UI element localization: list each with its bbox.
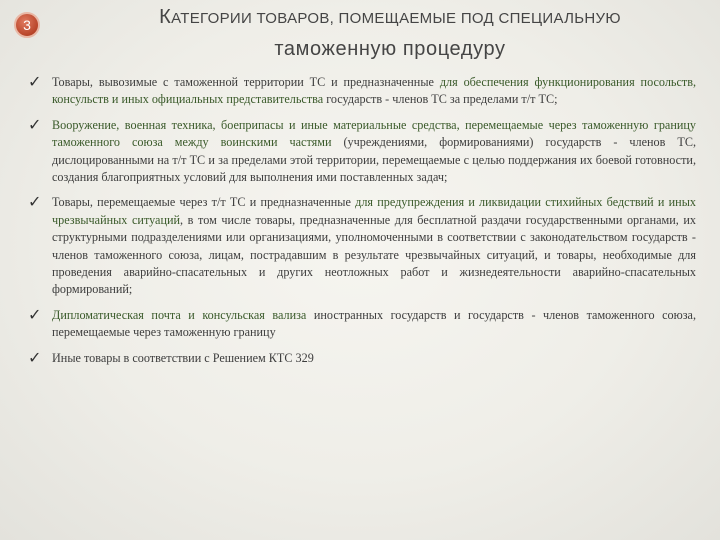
checkmark-icon: ✓: [28, 114, 42, 134]
item-text: (учреждениями, формированиями) государств - членов ТС, дислоцированными на т/т ТС и за пределами этой территории, перемещаемые с целью поддержания их боевой готовности, создания благоприятных условий для выполнения ими поставленных задач;: [52, 135, 696, 185]
highlighted-text: для предупреждения и ликвидации стихийных бедствий и иных чрезвычайных ситуаций: [52, 195, 696, 227]
list-item: [28, 347, 696, 367]
item-text: , в том числе товары, предназначенные для бесплатной раздачи государственными органами, их структурными подразделениями или организациями, уполномоченными в соответствии с законодательством государств - членов таможенного союза, лицам, пострадавшим в результате чрезвычайных ситуаций, и товары, необходимые для проведения аварийно-спасательных и других неотложных работ и жизнедеятельности аварийно-спасательных формирований;: [52, 212, 696, 297]
item-text: государств - членов ТС за пределами т/т ТС;: [323, 92, 558, 107]
title-line-1: [80, 6, 700, 30]
slide-title: [80, 6, 700, 61]
list-item: [28, 114, 696, 187]
checkmark-icon: ✓: [28, 192, 42, 212]
item-text: Товары, перемещаемые через т/т ТС и предназначенные: [52, 195, 356, 210]
bullet-list: [28, 74, 696, 375]
list-item: [28, 74, 696, 109]
title-line-2: таможенную процедуру: [274, 38, 506, 60]
checkmark-icon: ✓: [28, 347, 42, 367]
highlighted-text: Дипломатическая почта и консульская вализа: [52, 307, 307, 322]
list-item: [28, 304, 696, 342]
title-initial: К: [159, 6, 172, 28]
checkmark-icon: ✓: [28, 72, 42, 91]
slide-number: 3: [23, 17, 31, 33]
slide-number-badge: [14, 12, 40, 38]
list-item: [28, 194, 696, 298]
item-text: Товары, вывозимые с таможенной территории ТС и предназначенные: [52, 75, 440, 89]
item-text: иностранных государств и государств - членов таможенного союза, перемещаемые через таможенную границу: [52, 307, 696, 340]
highlighted-text: для обеспечения функционирования посольств, консульств и иных официальных представительства: [52, 75, 696, 107]
highlighted-text: Вооружение, военная техника, боеприпасы и иные материальные средства, перемещаемые через таможенную границу таможенного союза между воинскими частями: [52, 117, 696, 150]
checkmark-icon: ✓: [28, 304, 42, 324]
title-line-1-rest: АТЕГОРИИ ТОВАРОВ, ПОМЕЩАЕМЫЕ ПОД СПЕЦИАЛЬНУЮ: [171, 10, 621, 27]
item-text: Иные товары в соответствии с Решением КТС 329: [52, 350, 314, 365]
